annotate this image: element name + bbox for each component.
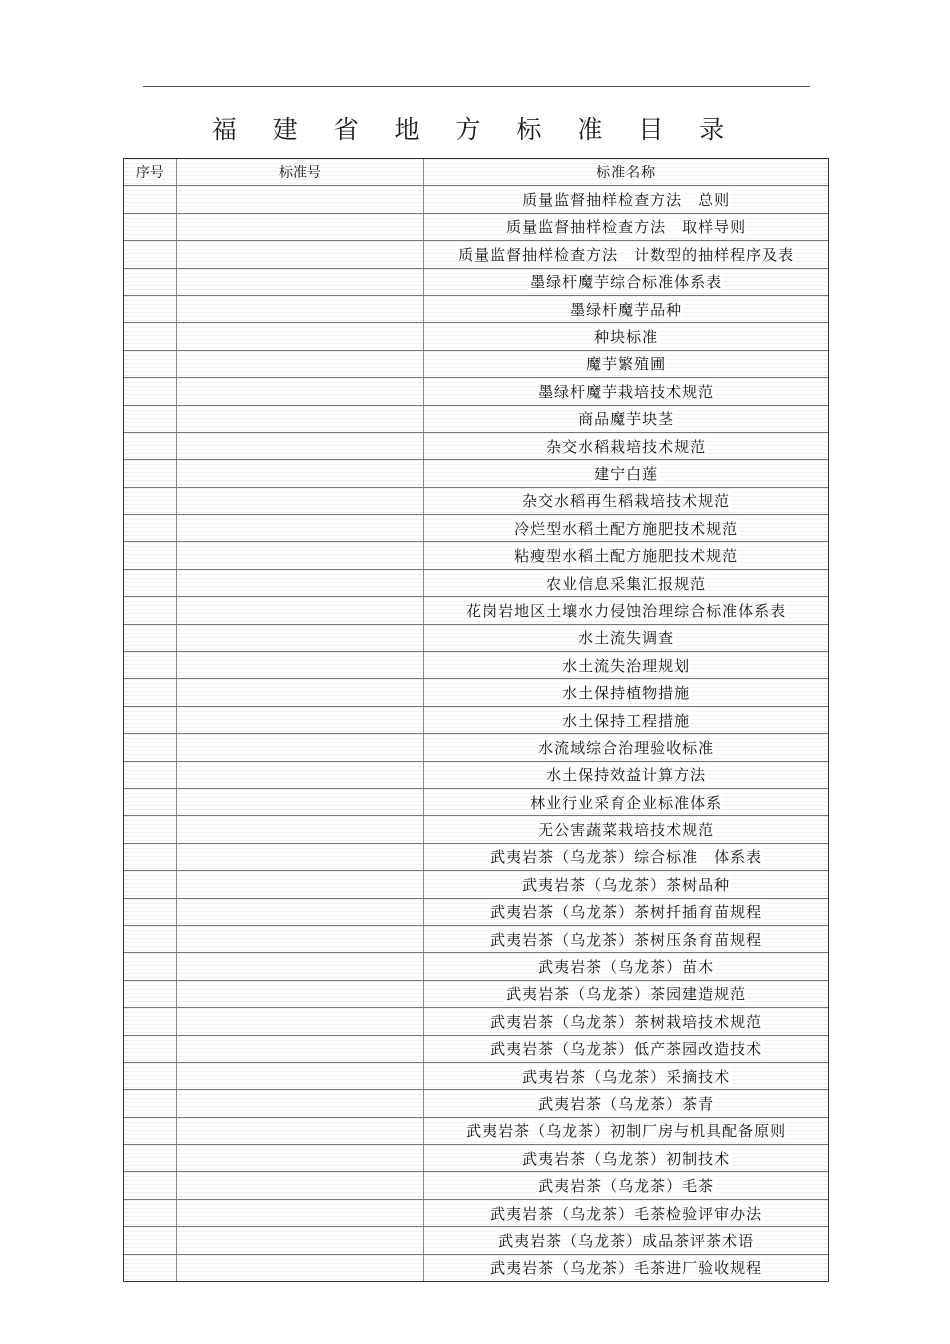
cell-code [177, 926, 424, 952]
standard-name: 种块标准 [594, 328, 659, 347]
table-row [124, 652, 828, 679]
standard-name: 武夷岩茶（乌龙茶）初制厂房与机具配备原则 [466, 1122, 787, 1141]
cell-no [124, 542, 177, 568]
standard-name: 武夷岩茶（乌龙茶）初制技术 [522, 1149, 731, 1168]
cell-code [177, 186, 424, 212]
header-code: 标准号 [177, 159, 424, 185]
cell-no [124, 515, 177, 541]
cell-no [124, 844, 177, 870]
cell-no [124, 1200, 177, 1226]
cell-no [124, 871, 177, 897]
standard-name: 武夷岩茶（乌龙茶）茶树品种 [522, 875, 731, 894]
cell-code [177, 597, 424, 623]
cell-code [177, 406, 424, 432]
table-row [124, 378, 828, 405]
cell-name [424, 1090, 828, 1116]
cell-code [177, 570, 424, 596]
cell-code [177, 734, 424, 760]
table-row [124, 1172, 828, 1199]
table-body [124, 186, 828, 1281]
cell-no [124, 734, 177, 760]
cell-code [177, 1227, 424, 1253]
cell-name [424, 542, 828, 568]
cell-no [124, 214, 177, 240]
cell-no [124, 953, 177, 979]
standard-name: 武夷岩茶（乌龙茶）苗木 [538, 958, 715, 977]
cell-no [124, 570, 177, 596]
cell-code [177, 844, 424, 870]
cell-name [424, 926, 828, 952]
cell-code [177, 241, 424, 267]
standard-name: 粘瘦型水稻土配方施肥技术规范 [514, 547, 739, 566]
standard-name: 无公害蔬菜栽培技术规范 [538, 821, 715, 840]
cell-name [424, 1008, 828, 1034]
cell-code [177, 679, 424, 705]
cell-code [177, 871, 424, 897]
cell-no [124, 406, 177, 432]
cell-code [177, 953, 424, 979]
cell-name [424, 406, 828, 432]
standard-name: 武夷岩茶（乌龙茶）低产茶园改造技术 [490, 1040, 763, 1059]
cell-name [424, 296, 828, 322]
cell-no [124, 323, 177, 349]
cell-code [177, 515, 424, 541]
table-row [124, 351, 828, 378]
cell-name [424, 351, 828, 377]
table-row [124, 1200, 828, 1227]
cell-code [177, 1036, 424, 1062]
table-row [124, 269, 828, 296]
table-row [124, 981, 828, 1008]
standard-name: 水土保持工程措施 [562, 711, 691, 730]
cell-name [424, 433, 828, 459]
cell-name [424, 1036, 828, 1062]
cell-code [177, 981, 424, 1007]
cell-code [177, 652, 424, 678]
table-row [124, 214, 828, 241]
cell-name [424, 1063, 828, 1089]
cell-name [424, 789, 828, 815]
standard-name: 水土流失治理规划 [562, 656, 691, 675]
table-row [124, 323, 828, 350]
table-row [124, 570, 828, 597]
cell-code [177, 296, 424, 322]
cell-code [177, 214, 424, 240]
cell-no [124, 186, 177, 212]
cell-no [124, 241, 177, 267]
cell-name [424, 597, 828, 623]
standard-name: 墨绿杆魔芋栽培技术规范 [538, 382, 715, 401]
cell-code [177, 1090, 424, 1116]
cell-no [124, 1145, 177, 1171]
table-row [124, 542, 828, 569]
cell-name [424, 570, 828, 596]
standard-name: 墨绿杆魔芋品种 [570, 300, 683, 319]
cell-no [124, 1008, 177, 1034]
cell-name [424, 241, 828, 267]
standard-name: 武夷岩茶（乌龙茶）成品茶评茶术语 [498, 1231, 755, 1250]
cell-no [124, 433, 177, 459]
cell-code [177, 899, 424, 925]
cell-name [424, 488, 828, 514]
cell-no [124, 269, 177, 295]
cell-no [124, 1118, 177, 1144]
cell-no [124, 488, 177, 514]
cell-no [124, 789, 177, 815]
cell-name [424, 378, 828, 404]
cell-code [177, 488, 424, 514]
cell-code [177, 1118, 424, 1144]
cell-no [124, 1063, 177, 1089]
standard-name: 水土保持效益计算方法 [546, 766, 707, 785]
standard-name: 冷烂型水稻土配方施肥技术规范 [514, 519, 739, 538]
cell-name [424, 323, 828, 349]
table-row [124, 1063, 828, 1090]
cell-code [177, 816, 424, 842]
cell-no [124, 625, 177, 651]
table-row [124, 1090, 828, 1117]
page-title: 福 建 省 地 方 标 准 目 录 [211, 115, 739, 144]
table-row [124, 460, 828, 487]
table-row [124, 844, 828, 871]
table-row [124, 1118, 828, 1145]
cell-no [124, 378, 177, 404]
cell-code [177, 378, 424, 404]
cell-name [424, 679, 828, 705]
table-row [124, 597, 828, 624]
standard-name: 武夷岩茶（乌龙茶）综合标准 体系表 [490, 848, 763, 867]
cell-name [424, 214, 828, 240]
table-row [124, 679, 828, 706]
cell-no [124, 926, 177, 952]
cell-name [424, 707, 828, 733]
cell-name [424, 762, 828, 788]
standard-name: 武夷岩茶（乌龙茶）茶树扦插育苗规程 [490, 903, 763, 922]
table-row [124, 515, 828, 542]
standard-name: 武夷岩茶（乌龙茶）毛茶 [538, 1177, 715, 1196]
cell-code [177, 762, 424, 788]
table-row [124, 899, 828, 926]
cell-name [424, 1227, 828, 1253]
cell-name [424, 1255, 828, 1281]
table-row [124, 241, 828, 268]
cell-name [424, 1118, 828, 1144]
cell-code [177, 433, 424, 459]
table-row [124, 296, 828, 323]
top-rule [143, 86, 810, 87]
cell-no [124, 652, 177, 678]
table-row [124, 1255, 828, 1281]
table-row [124, 1036, 828, 1063]
cell-name [424, 981, 828, 1007]
standard-name: 武夷岩茶（乌龙茶）茶树压条育苗规程 [490, 930, 763, 949]
table-row [124, 926, 828, 953]
cell-no [124, 707, 177, 733]
table-row [124, 625, 828, 652]
header-name: 标准名称 [596, 165, 657, 182]
standard-name: 魔芋繁殖圃 [586, 355, 667, 374]
table-row [124, 1145, 828, 1172]
cell-code [177, 1008, 424, 1034]
cell-code [177, 625, 424, 651]
cell-code [177, 460, 424, 486]
standard-name: 水流域综合治理验收标准 [538, 738, 715, 757]
cell-name [424, 186, 828, 212]
standards-table [123, 158, 829, 1282]
standard-name: 武夷岩茶（乌龙茶）采摘技术 [522, 1067, 731, 1086]
header-no: 序号 [124, 159, 177, 185]
cell-no [124, 296, 177, 322]
cell-no [124, 816, 177, 842]
table-row [124, 789, 828, 816]
cell-code [177, 269, 424, 295]
standard-name: 水土保持植物措施 [562, 684, 691, 703]
cell-no [124, 1036, 177, 1062]
table-row [124, 871, 828, 898]
standard-name: 武夷岩茶（乌龙茶）茶园建造规范 [506, 985, 747, 1004]
cell-code [177, 1145, 424, 1171]
table-row [124, 1008, 828, 1035]
table-header-row [124, 159, 828, 186]
cell-code [177, 789, 424, 815]
standard-name: 林业行业采育企业标准体系 [530, 793, 723, 812]
standard-name: 武夷岩茶（乌龙茶）毛茶进厂验收规程 [490, 1259, 763, 1278]
table-row [124, 707, 828, 734]
cell-no [124, 597, 177, 623]
standard-name: 质量监督抽样检查方法 总则 [522, 191, 731, 210]
table-row [124, 433, 828, 460]
standard-name: 水土流失调查 [578, 629, 675, 648]
cell-code [177, 707, 424, 733]
table-row [124, 1227, 828, 1254]
cell-name [424, 269, 828, 295]
cell-no [124, 1172, 177, 1198]
cell-name [424, 871, 828, 897]
table-row [124, 953, 828, 980]
cell-name [424, 1145, 828, 1171]
table-row [124, 816, 828, 843]
cell-name [424, 652, 828, 678]
cell-name [424, 816, 828, 842]
standard-name: 武夷岩茶（乌龙茶）茶青 [538, 1094, 715, 1113]
cell-no [124, 981, 177, 1007]
standard-name: 商品魔芋块茎 [578, 410, 675, 429]
cell-code [177, 1063, 424, 1089]
table-row [124, 734, 828, 761]
standard-name: 墨绿杆魔芋综合标准体系表 [530, 273, 723, 292]
cell-name [424, 1200, 828, 1226]
cell-name [424, 953, 828, 979]
standard-name: 花岗岩地区土壤水力侵蚀治理综合标准体系表 [466, 601, 787, 620]
cell-code [177, 542, 424, 568]
cell-name [424, 734, 828, 760]
cell-no [124, 1090, 177, 1116]
standard-name: 杂交水稻再生稻栽培技术规范 [522, 492, 731, 511]
table-row [124, 762, 828, 789]
standard-name: 农业信息采集汇报规范 [546, 574, 707, 593]
cell-name [424, 844, 828, 870]
cell-code [177, 1200, 424, 1226]
cell-name [424, 515, 828, 541]
cell-no [124, 1255, 177, 1281]
cell-code [177, 323, 424, 349]
cell-no [124, 460, 177, 486]
cell-no [124, 762, 177, 788]
standard-name: 建宁白莲 [594, 464, 659, 483]
cell-code [177, 1172, 424, 1198]
standard-name: 武夷岩茶（乌龙茶）茶树栽培技术规范 [490, 1012, 763, 1031]
cell-no [124, 899, 177, 925]
cell-code [177, 351, 424, 377]
standard-name: 武夷岩茶（乌龙茶）毛茶检验评审办法 [490, 1204, 763, 1223]
standard-name: 杂交水稻栽培技术规范 [546, 437, 707, 456]
table-row [124, 186, 828, 213]
table-row [124, 488, 828, 515]
cell-no [124, 679, 177, 705]
table-row [124, 406, 828, 433]
cell-name [424, 625, 828, 651]
cell-name [424, 460, 828, 486]
cell-name [424, 899, 828, 925]
cell-no [124, 1227, 177, 1253]
standard-name: 质量监督抽样检查方法 计数型的抽样程序及表 [458, 245, 795, 264]
cell-name [424, 1172, 828, 1198]
cell-no [124, 351, 177, 377]
cell-code [177, 1255, 424, 1281]
standard-name: 质量监督抽样检查方法 取样导则 [506, 218, 747, 237]
